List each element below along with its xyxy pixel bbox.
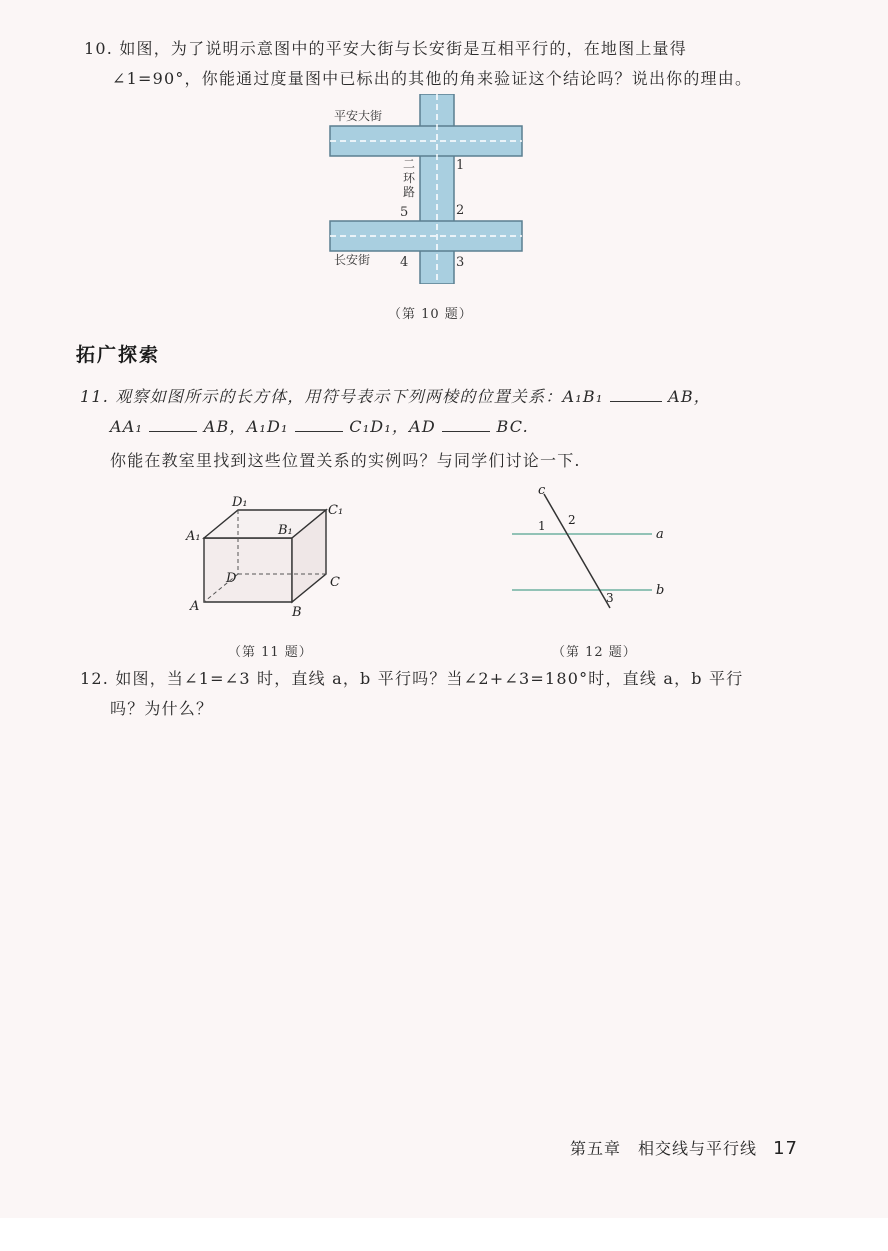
map-label-angle-4: 4 bbox=[400, 255, 409, 270]
q11-line-2-c: C₁D₁，AD bbox=[349, 417, 436, 436]
cuboid-label-c1: C₁ bbox=[328, 503, 344, 518]
q11-line-1 bbox=[80, 386, 711, 408]
label-c: c bbox=[538, 484, 546, 498]
q12-line-2: 吗？为什么？ bbox=[110, 699, 214, 718]
q12-line-1: 12. 如图，当∠1=∠3 时，直线 a，b 平行吗？当∠2+∠3=180°时，直线 a，b 平行 bbox=[80, 669, 744, 688]
page-number: 17 bbox=[773, 1138, 799, 1159]
map-label-ring-road-2: 环 bbox=[403, 171, 416, 185]
q11-line-2 bbox=[110, 416, 529, 438]
q11-cuboid-figure bbox=[180, 494, 360, 624]
q11-blank-3 bbox=[295, 417, 343, 432]
q12-caption: （第 12 题） bbox=[552, 645, 637, 660]
label-a: a bbox=[656, 527, 664, 542]
section-title: 拓广探索 bbox=[76, 344, 161, 366]
label-angle-2: 2 bbox=[568, 513, 576, 527]
q11-line-2-b: AB，A₁D₁ bbox=[203, 417, 289, 436]
q11-line-1-suffix: AB， bbox=[668, 387, 711, 406]
q11-line-2-d: BC. bbox=[496, 417, 529, 436]
q11-caption: （第 11 题） bbox=[228, 645, 313, 660]
label-angle-3: 3 bbox=[606, 591, 614, 605]
cuboid-label-c: C bbox=[330, 575, 340, 590]
page-footer bbox=[570, 1136, 798, 1159]
q10-caption: （第 10 题） bbox=[388, 307, 473, 322]
q11-blank-2 bbox=[149, 417, 197, 432]
q10-line-2: ∠1=90°，你能通过度量图中已标出的其他的角来验证这个结论吗？说出你的理由。 bbox=[112, 69, 753, 88]
q11-line-3: 你能在教室里找到这些位置关系的实例吗？与同学们讨论一下. bbox=[110, 451, 581, 470]
map-label-angle-1: 1 bbox=[456, 158, 465, 173]
map-label-ring-road-1: 二 bbox=[403, 157, 416, 171]
q12-parallel-lines-figure bbox=[506, 484, 686, 616]
page-bottom-margin bbox=[0, 1218, 888, 1251]
q11-line-1-prefix: 11. 观察如图所示的长方体，用符号表示下列两棱的位置关系：A₁B₁ bbox=[80, 387, 604, 406]
map-label-angle-3: 3 bbox=[456, 255, 465, 270]
chapter-title: 第五章 相交线与平行线 bbox=[570, 1139, 758, 1158]
cuboid-label-d: D bbox=[226, 571, 237, 586]
q11-blank-4 bbox=[442, 417, 490, 432]
map-label-street-bottom: 长安街 bbox=[334, 253, 371, 267]
map-label-angle-5: 5 bbox=[400, 205, 409, 220]
map-label-street-top: 平安大街 bbox=[334, 109, 383, 123]
map-label-ring-road-3: 路 bbox=[403, 185, 416, 199]
q10-street-map-figure bbox=[328, 94, 524, 284]
cuboid-label-b: B bbox=[292, 605, 302, 620]
cuboid-label-a1: A₁ bbox=[186, 529, 201, 544]
q11-blank-1 bbox=[610, 387, 662, 402]
cuboid-label-a: A bbox=[190, 599, 200, 614]
label-angle-1: 1 bbox=[538, 519, 546, 533]
q11-line-2-a: AA₁ bbox=[110, 417, 144, 436]
cuboid-label-b1: B₁ bbox=[278, 523, 293, 538]
line-c bbox=[544, 494, 610, 608]
q10-line-1: 10. 如图，为了说明示意图中的平安大街与长安街是互相平行的，在地图上量得 bbox=[84, 39, 687, 58]
map-label-angle-2: 2 bbox=[456, 203, 465, 218]
cuboid-label-d1: D₁ bbox=[232, 495, 248, 510]
label-b: b bbox=[656, 583, 665, 598]
